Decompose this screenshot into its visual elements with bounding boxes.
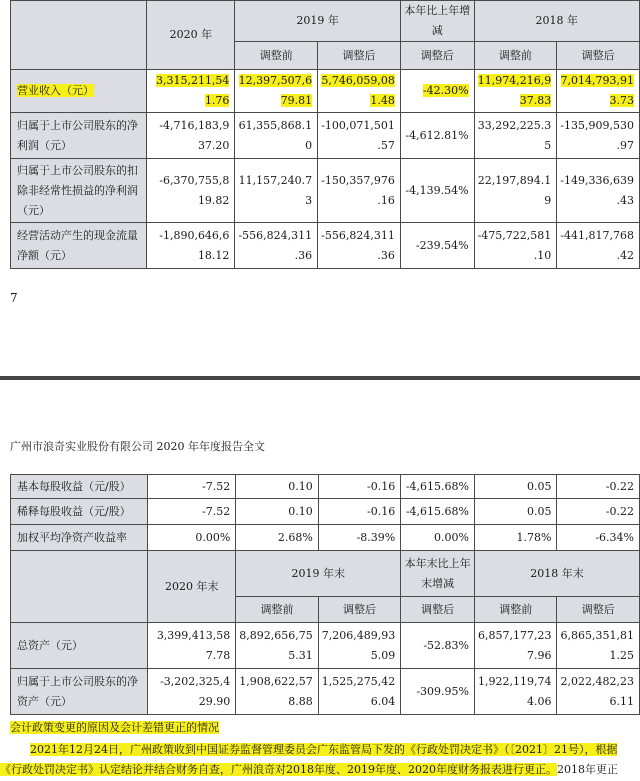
value-cell: -100,071,501 .57 (318, 113, 401, 159)
value-cell: -7.52 (148, 475, 236, 499)
value-cell: -4,716,183,9 37.20 (147, 113, 235, 159)
change-cell: -4,612.81% (400, 113, 474, 159)
header-before-adjust: 调整前 (236, 597, 318, 623)
value-cell: -556,824,311 .36 (318, 223, 401, 269)
table-row (11, 623, 640, 669)
change-cell: -4,139.54% (400, 159, 474, 223)
table-row (11, 475, 640, 499)
value-cell: 1,908,622,57 8.88 (236, 669, 318, 715)
header-year-2019-end: 2019 年末 (236, 551, 401, 597)
table-row (11, 223, 640, 269)
value-cell: -0.22 (557, 499, 640, 525)
header-after-adjust: 调整后 (318, 42, 401, 70)
row-label: 归属于上市公司股东的净资产（元） (11, 669, 148, 715)
header-blank-cell (11, 551, 148, 623)
footnote-line-2: 《行政处罚决定书》认定结论并结合财务自查，广州浪奇对2018年度、2019年度、2020年度财务报表进行更正。2018年更正 (0, 763, 618, 776)
page-number: 7 (10, 291, 18, 305)
per-share-and-assets-table (10, 474, 640, 715)
value-cell: -3,202,325,4 29.90 (148, 669, 236, 715)
change-cell: -4,615.68% (401, 475, 475, 499)
table-row (11, 669, 640, 715)
value-cell: 6,865,351,81 1.25 (557, 623, 640, 669)
value-cell: 6,857,177,23 7.96 (475, 623, 557, 669)
row-label: 归属于上市公司股东的净利润（元） (11, 113, 147, 159)
value-cell: -149,336,639 .43 (557, 159, 640, 223)
header-year-2018: 2018 年 (474, 1, 639, 42)
key-financials-table (10, 0, 640, 269)
header-yoy-change: 本年末比上年末增减 (401, 551, 475, 597)
header-after-adjust: 调整后 (557, 597, 640, 623)
header-before-adjust: 调整前 (235, 42, 318, 70)
value-cell: 7,206,489,93 5.09 (318, 623, 400, 669)
change-cell: -42.30% (400, 70, 474, 113)
value-cell: -556,824,311 .36 (235, 223, 318, 269)
value-cell: 3,399,413,58 7.78 (148, 623, 236, 669)
change-cell: 0.00% (401, 525, 475, 551)
header-after-adjust: 调整后 (318, 597, 400, 623)
change-cell: -4,615.68% (401, 499, 475, 525)
header-year-2020-end: 2020 年末 (148, 551, 236, 623)
header-before-adjust: 调整前 (475, 597, 557, 623)
value-cell: 3,315,211,54 1.76 (147, 70, 235, 113)
table-row (11, 113, 640, 159)
header-year-2019: 2019 年 (235, 1, 400, 42)
change-cell: -309.95% (401, 669, 475, 715)
footnote-heading: 会计政策变更的原因及会计差错更正的情况 (10, 721, 219, 734)
change-cell: -239.54% (400, 223, 474, 269)
row-label: 经营活动产生的现金流量净额（元） (11, 223, 147, 269)
value-cell: 1.78% (475, 525, 557, 551)
table-row (11, 70, 640, 113)
value-cell: 7,014,793,91 3.73 (557, 70, 640, 113)
value-cell: 33,292,225.3 5 (474, 113, 557, 159)
value-cell: -0.22 (557, 475, 640, 499)
value-cell: 0.00% (148, 525, 236, 551)
change-cell: -52.83% (401, 623, 475, 669)
header-after-adjust: 调整后 (401, 597, 475, 623)
header-year-2020: 2020 年 (147, 1, 235, 70)
value-cell: -1,890,646,6 18.12 (147, 223, 235, 269)
value-cell: 1,525,275,42 6.04 (318, 669, 400, 715)
row-label: 归属于上市公司股东的扣除非经常性损益的净利润（元） (11, 159, 147, 223)
value-cell: 2.68% (236, 525, 318, 551)
value-cell: 0.05 (475, 475, 557, 499)
value-cell: 8,892,656,75 5.31 (236, 623, 318, 669)
value-cell: -8.39% (318, 525, 400, 551)
table-row (11, 159, 640, 223)
value-cell: 0.05 (475, 499, 557, 525)
document-title: 广州市浪奇实业股份有限公司 2020 年年度报告全文 (10, 440, 265, 453)
row-label: 总资产（元） (11, 623, 148, 669)
row-label: 营业收入（元） (11, 70, 147, 113)
value-cell: -150,357,976 .16 (318, 159, 401, 223)
value-cell: 5,746,059,08 1.48 (318, 70, 401, 113)
value-cell: 11,157,240.7 3 (235, 159, 318, 223)
value-cell: 1,922,119,74 4.06 (475, 669, 557, 715)
value-cell: 11,974,216,9 37.83 (474, 70, 557, 113)
value-cell: -0.16 (318, 475, 400, 499)
value-cell: -475,722,581 .10 (474, 223, 557, 269)
header-yoy-change: 本年比上年增减 (400, 1, 474, 42)
row-label: 稀释每股收益（元/股） (11, 499, 148, 525)
value-cell: 0.10 (236, 475, 318, 499)
footnote-line-1: 2021年12月24日，广州政策收到中国证券监督管理委员会广东监管局下发的《行政处罚决定书》（〔2021〕21号），根据 (30, 743, 618, 756)
header-year-2018-end: 2018 年末 (475, 551, 640, 597)
row-label: 加权平均净资产收益率 (11, 525, 148, 551)
value-cell: 12,397,507,6 79.81 (235, 70, 318, 113)
row-label: 基本每股收益（元/股） (11, 475, 148, 499)
value-cell: -135,909,530 .97 (557, 113, 640, 159)
value-cell: 22,197,894.1 9 (474, 159, 557, 223)
value-cell: 61,355,868.1 0 (235, 113, 318, 159)
header-before-adjust: 调整前 (474, 42, 557, 70)
value-cell: 0.10 (236, 499, 318, 525)
value-cell: -7.52 (148, 499, 236, 525)
header-after-adjust: 调整后 (557, 42, 640, 70)
value-cell: -441,817,768 .42 (557, 223, 640, 269)
value-cell: -6.34% (557, 525, 640, 551)
value-cell: -6,370,755,8 19.82 (147, 159, 235, 223)
header-blank-cell (11, 1, 147, 70)
table-row (11, 525, 640, 551)
table-row (11, 499, 640, 525)
page-divider (0, 376, 640, 380)
header-after-adjust: 调整后 (400, 42, 474, 70)
value-cell: -0.16 (318, 499, 400, 525)
value-cell: 2,022,482,23 6.11 (557, 669, 640, 715)
